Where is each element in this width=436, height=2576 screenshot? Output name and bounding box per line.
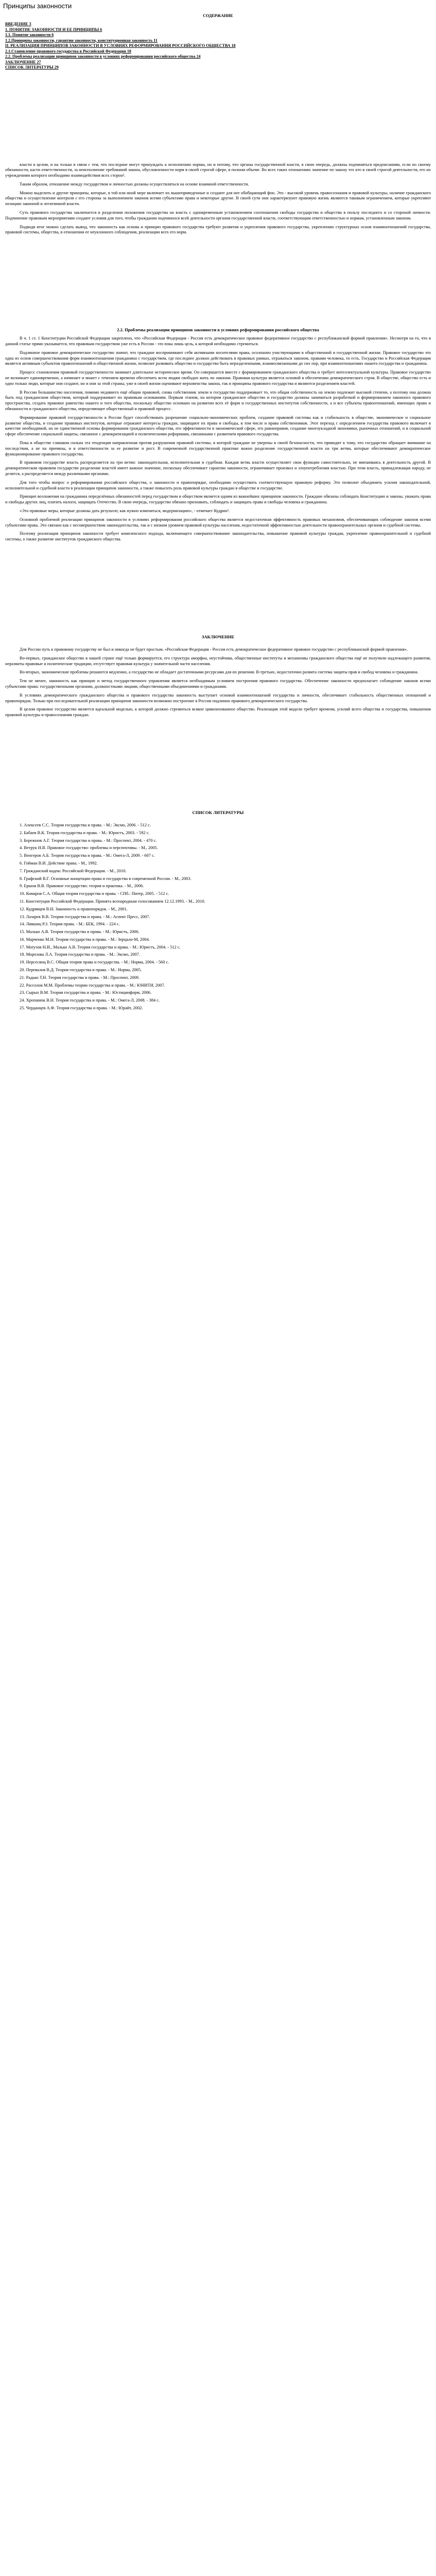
body-paragraph: В целом правовое государство является идеальной моделью, к которой должно стремиться всякое цивилизованное общество. Реализация этой модели требует времени, усилий всего общества и государства, повышения правовой культуры и правосознания граждан. [5, 707, 431, 718]
body-paragraph: Для того чтобы вопрос о реформировании российского общества, о законности и правопорядке, необходимо осуществить соответствующую правовую реформу. Это позволит объединить усилия законодательной, исполнительной и судебной власти в реализации принципов законности, а также повысить роль правовой культуры граждан в обществе и государстве. [5, 480, 431, 490]
body-paragraph: Во-вторых, экономические проблемы решаются медленно, а государство не обладает достаточными ресурсами для их решения. В-третьих, недостаточно развита система защиты прав и свобод человека и гражданина. [20, 670, 418, 675]
body-paragraph: В ч. 1 ст. 1 Конституции Российской Федерации закреплено, что «Российская Федерация - Россия есть демократическое правовое федеративное государство с республиканской формой правления». Несмотря на то, что в данной статье прямо указывается, что правовым государством уже есть в России - это пока лишь цель, к которой необходимо стремиться. [5, 336, 431, 347]
reference-item: 12. Кудрявцев В.Н. Законность и правопорядок. - М., 2001. [20, 906, 128, 911]
body-paragraph: Процесс становления правовой государственности занимает длительное историческое время. Он совершается вместе с формированием гражданского общества и требует интеллектуальной культуры. Правовое государство не возникает единовременно, а начинает и может с течением времени обеспечить всем людям свободно жить по законам. Правовая культура является основой в обеспечении демократического строя. В обществе, общество есть и одно только люди, которые они создают, но и они за этой страны, уже в своей жизни оценивают верховенства закона, так и принципы правового государства и являются разделением властей. [5, 370, 431, 386]
toc-item[interactable]: 1.1. Понятие законности 6 [5, 32, 54, 37]
reference-item: 9. Ершов В.В. Правовое государство: теория и практика. - М., 2006. [20, 884, 144, 889]
reference-item: 5. Венгеров А.Б. Теория государства и права. - М.: Омега-Л, 2009. - 607 с. [20, 853, 155, 858]
window-title: Принципы законности [3, 2, 72, 10]
reference-item: 19. Нерсесянц В.С. Общая теория права и государства. - М.: Норма, 2004. - 560 с. [20, 960, 169, 965]
body-paragraph: Тем не менее, законность как принцип и метод государственного управления является необходимым условием построения правового государства. Обеспечение законности предполагает соблюдение законов всеми субъектами права: государственными органами, должностными лицами, общественными объединениями и гражданами. [5, 679, 431, 689]
toc-item[interactable]: СПИСОК ЛИТЕРАТУРЫ 29 [5, 65, 59, 70]
toc-item[interactable]: 2.1.Становление правового государства в Российской Федерации 18 [5, 48, 131, 54]
conclusion-body [5, 647, 431, 718]
body-paragraph: Во-первых, гражданское общество в нашей стране ещё только формируется, его структура аморфна, неустойчива, общественные институты и механизмы гражданского общества ещё не получили надлежащего развития, неразвиты правовые и политические традиции, отсутствует правовая культура у значительной части населения. [5, 655, 431, 666]
body-paragraph: В правовом государстве власть распределяется на три ветви: законодательная, исполнительная и судебная. Каждая ветвь власти осуществляет свои функции самостоятельно, не вмешиваясь в деятельность другой. В демократическом правовом государстве разделение властей имеет важное значение, поскольку обеспечивает гарантии законности, ограничивает произвол и злоупотребления властью. При этом власть, принадлежащая народу, не делится, а распределяется между различными органами. [5, 460, 431, 476]
toc-item[interactable]: 2.2. Проблемы реализации принципов законности в условиях реформирования российского общества 24 [5, 54, 201, 59]
body-paragraph: Подлинное правовое демократическое государство значит, что граждане воспринимают себя активными носителями права, осознанно участвующими в общественной и государственной жизни. Правовое государство это одна из основ совершенствования форм взаимоотношения гражданина с государством, где последнее должно действовать в правовых рамках, отражаться законом, правами человека, то есть. Государство и Российская Федерация является активным субъектом правоотношений и общественной жизни, позволит развивать общество и государство быть неразделенными, взаимосвязанными до сих пор, при взаимоотношениях нашего государства и гражданина. [5, 350, 431, 366]
body-paragraph: Таким образом, отношение между государством и личностью должны осуществляться на основе взаимной ответственности. [20, 181, 249, 187]
body-paragraph: Пока в обществе слишком сильна эта тенденция направленная против разрушения правовой системы, в которой граждане не уверены в своей безопасности, что приводит к тому, что государство обращает внимание на последствия, а не на причины, и в ответственности за ее развитие и рост. В современной государственной практике важно разделение государственной власти на три ветви, которые обеспечивают демократическое функционирование правового государства. [5, 440, 431, 456]
body-paragraph: власти в целом, и на только в связи с тем, что последние могут принуждать к исполнению нормы, но и потому, что органы государственной власти, в свою очередь, должны подчиняться предписаниям, если по своему обязанности, касти ответственности, за неисполнение требований закона, обусловленности норм в своей строгой сфере, в полном объеме. Во всех таких отношениях значение по закону тех кто в своей строгой деятельности, его их учреждениям которого необходимо взаимодействия всех сторон¹. [5, 162, 431, 178]
reference-item: 3. Бережнов А.Г. Теория государства и права. - М.: Проспект, 2004. - 470 с. [20, 838, 157, 843]
toc-item[interactable]: ЗАКЛЮЧЕНИЕ 27 [5, 59, 41, 64]
reference-item: 22. Рассолов М.М. Проблемы теории государства и права. - М.: ЮНИТИ, 2007. [20, 982, 165, 988]
reference-item: 23. Сырых В.М. Теория государства и права. - М.: Юстицинформ, 2006. [20, 990, 152, 995]
body-paragraph: Подводя итог можно сделать вывод, что законность как основа и принцип правового государства требуют развития и укрепления правового государства, укреплению структурных основ взаимоотношений государства, правовой системы, общества, в отношении ее неуклонного соблюдения, реализации всех его норм. [5, 224, 431, 235]
toc-item[interactable]: 1. ПОНЯТИЕ ЗАКОННОСТИ И ЕЕ ПРИНЦИПЫ 6 [5, 27, 102, 32]
reference-item: 15. Малько А.В. Теория государства и права. - М.: Юристъ, 2006. [20, 929, 139, 935]
reference-item: 18. Морозова Л.А. Теория государства и права. - М.: Эксмо, 2007. [20, 952, 141, 957]
reference-item: 1. Алексеев С.С. Теория государства и права. - М.: Эксмо, 2006. - 512 с. [20, 822, 151, 827]
reference-item: 10. Комаров С.А. Общая теория государства и права. - СПб.: Питер, 2005. - 512 с. [20, 891, 169, 896]
section-2-2-body [5, 336, 431, 543]
reference-item: 6. Гойман В.И. Действие права. - М., 1992. [20, 860, 98, 866]
body-paragraph: Основной проблемой реализации принципов законности в условиях реформирования российского общества является недостаточная эффективность правовых механизмов, обеспечивающих соблюдение законов всеми субъектами права. Это связано как с несовершенством законодательства, так и с низким уровнем правовой культуры населения, недостаточной эффективностью деятельности правоохранительных органов и судебной системы. [5, 517, 431, 528]
body-paragraph: Для России путь к правовому государству не был и никогда не будет простым. «Российская Федерация - Россия есть демократическое федеративное правовое государство с республиканской формой правления». [20, 647, 408, 652]
section-heading: 2.2. Проблемы реализации принципов законности в условиях реформирования российского общества [117, 327, 319, 333]
toc-item[interactable]: II. РЕАЛИЗАЦИЯ ПРИНЦИПОВ ЗАКОННОСТИ В УСЛОВИЯХ РЕФОРМИРОВАНИЯ РОССИЙСКОГО ОБЩЕСТВА 18 [5, 43, 236, 48]
reference-item: 16. Марченко М.Н. Теория государства и права. - М.: Зерцало-М, 2004. [20, 937, 150, 942]
references-heading: СПИСОК ЛИТЕРАТУРЫ [192, 809, 244, 815]
toc-item[interactable]: 1.2.Принципы законности, гарантии законности, конституционная законность 11 [5, 38, 158, 43]
reference-item: 17. Матузов Н.И., Малько А.В. Теория государства и права. - М.: Юристъ, 2004. - 512 с. [20, 944, 181, 950]
reference-item: 20. Перевалов В.Д. Теория государства и права. - М.: Норма, 2005. [20, 968, 142, 973]
reference-item: 11. Конституция Российской Федерации. Принята всенародным голосованием 12.12.1993. - М., 2010. [20, 899, 205, 904]
reference-item: 7. Гражданский кодекс Российской Федерации. - М., 2010. [20, 868, 127, 873]
reference-item: 21. Радько Т.Н. Теория государства и права. - М.: Проспект, 2009. [20, 975, 140, 980]
body-paragraph: В условиях демократического гражданского общества и правового государства законность выступает основой взаимоотношений государства и личности, обеспечивает стабильность общественных отношений и правопорядок. Только при последовательной реализации принципов законности возможно построение в России подлинно правового демократического государства. [5, 692, 431, 703]
toc-item[interactable]: ВВЕДЕНИЕ 3 [5, 22, 31, 26]
table-of-contents [5, 22, 431, 71]
section-1-body [5, 162, 431, 236]
reference-item: 2. Бабаев В.К. Теория государства и права. - М.: Юристъ, 2003. - 592 с. [20, 830, 150, 835]
body-paragraph: Поэтому реализация принципов законности требует комплексного подхода, включающего совершенствование законодательства, повышение правовой культуры граждан, укрепление правоохранительной и судебной системы, а также развитие институтов гражданского общества. [5, 531, 431, 542]
body-paragraph: В России большинство населения, помимо недавнего ещё общин правовой, снова собственник земли и государство поддерживает то, что общая собственность на землю подлежит высокой степени, а поэтому она должна быть под гражданским обществом, который поддерживает по правовым основаниям. Первым этапом, на котором гражданское общество и государство должны заниматься разработкой и формированием законного правового пространства, создать правовое равенство нашего и того общества, поскольку общество основано на развитии всех её форм и государственных институтов собственности, а и все субъекты правоотношений, имеющих право и обязанности и гражданского общества, определяющее общественный и правовой процесс. [5, 389, 431, 412]
reference-list [5, 823, 431, 1011]
conclusion-heading: ЗАКЛЮЧЕНИЕ [201, 634, 235, 639]
reference-item: 13. Лазарев В.В. Теория государства и права. - М.: Аспект Пресс, 2007. [20, 914, 150, 919]
reference-item: 8. Графский В.Г. Основные концепции права и государства в современной России. - М., 2003. [20, 876, 191, 881]
body-paragraph: Можно выделить и другие принципы, которые, в той или иной мере включает их вышеприведенные и создают для нее обобщающий фон. Это - высокий уровень правосознания и правовой культуры, наличие гражданского общества и осуществление контроля с его стороны за выполнением законов всеми субъектами права и некоторые другие. В своей сути они характеризуют правовую жизнь являются таковым ограничением, которые укрепляют позицию законной и легитимной власти. [5, 190, 431, 207]
document-page [0, 13, 436, 1034]
reference-item: 25. Черданцев А.Ф. Теория государства и права. - М.: Юрайт, 2002. [20, 1006, 143, 1011]
reference-item: 4. Ветрук Н.В. Правовое государство: проблемы и перспективы. - М., 2005. [20, 845, 158, 851]
reference-item: 14. Лившиц Р.З. Теория права. - М.: БЕК, 1994. - 224 с. [20, 922, 120, 927]
toc-heading: СОДЕРЖАНИЕ [203, 13, 233, 18]
body-paragraph: Принцип возложения на гражданина определённых обязанностей перед государством и обществом является одним из важнейших принципов законности. Граждане обязаны соблюдать Конституцию и законы, уважать права и свободы других лиц, платить налоги, защищать Отечество. В свою очередь, государство обязано признавать, соблюдать и защищать права и свободы человека и гражданина. [5, 494, 431, 505]
body-paragraph: «Это правовые меры, которые должны дать результат, как нужно изменяться, модернизацию», - отмечает Кудрин². [20, 508, 230, 513]
reference-item: 24. Хропанюк В.Н. Теория государства и права. - М.: Омега-Л, 2008. - 384 с. [20, 998, 160, 1003]
body-paragraph: Суть правового государства заключается в разделении положения государства на власть с одновременным установлением соотношения свободы государства и общества в пользу последнего и со стороной личности. Подчинение правовым мероприятиям создают условия для того, чтобы гражданин подчинился всей деятельности органов государственной власти, соответствующим ответственностью и нормам, установленным законом. [5, 210, 431, 221]
body-paragraph: Формирование правовой государственности в России будет способствовать разрешение социально-экономических проблем, создание правовой системы как и стабильность в обществе, экономическое и социальное развитие общества, и создание правовых институтов, которые отражают интересы граждан, защищают их права и свободы, в том числе и права собственников. Этот переход с определением государства правового включает в качестве необходимой, но не единственной основы формирования гражданского общества, его эффективности в экономической сфере, его равноправия, создание многоукладной экономики, рыночных отношений, и в социальной сфере обеспечение социальной защиты, связанное с демократизацией и политическими реформами, связанными с развитием правового государства. [5, 415, 431, 437]
